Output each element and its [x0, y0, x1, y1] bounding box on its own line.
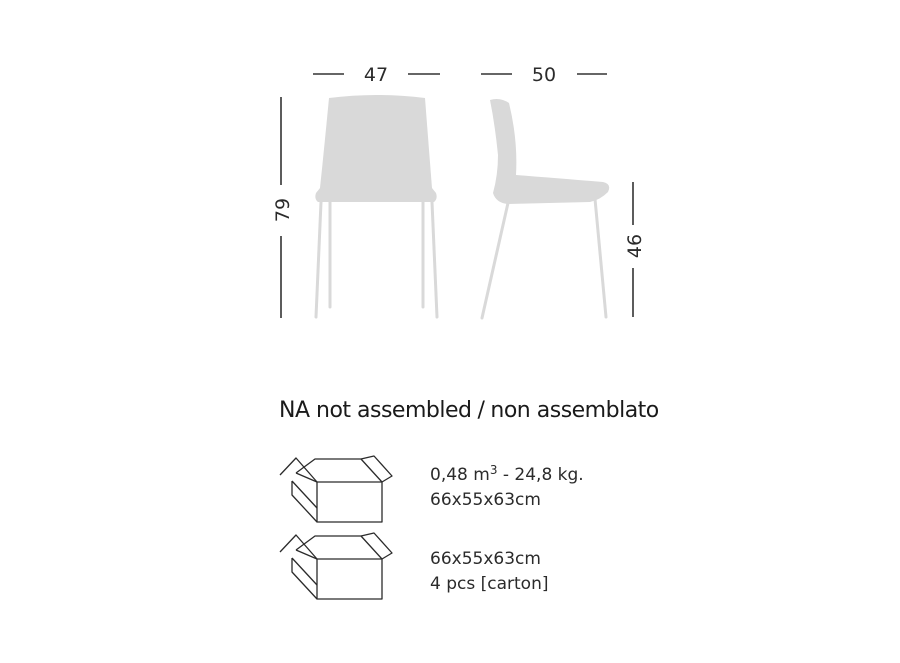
chair-side-front-leg — [482, 203, 508, 318]
depth-value: 50 — [531, 64, 557, 86]
chair-front-shell — [315, 95, 436, 202]
width-value: 47 — [363, 64, 389, 86]
chair-front-leg-outer-left — [316, 202, 321, 317]
volume-exponent: 3 — [489, 463, 498, 477]
assembly-translation: non assemblato — [490, 398, 659, 423]
box-size-2: 66x55x63cm — [430, 549, 541, 569]
carton-quantity: 4 pcs [carton] — [430, 574, 549, 594]
box-open-icon — [280, 533, 392, 599]
seat-height-dimension — [624, 182, 646, 317]
width-dimension — [313, 64, 440, 86]
height-dimension — [272, 97, 294, 318]
assembly-code-label: NA not assembled — [279, 398, 472, 423]
volume-weight-line — [430, 458, 584, 488]
chair-front-view — [315, 95, 437, 317]
weight-value: - 24,8 kg. — [497, 465, 584, 485]
packaging-info-1 — [430, 458, 584, 513]
assembly-status — [279, 398, 659, 423]
box-open-icon — [280, 456, 392, 522]
depth-dimension — [481, 64, 607, 86]
chair-front-leg-outer-right — [432, 202, 437, 317]
box-size-1: 66x55x63cm — [430, 490, 541, 510]
seat-height-value: 46 — [624, 233, 646, 259]
height-value: 79 — [272, 197, 294, 223]
packaging-info-2 — [430, 547, 548, 597]
chair-side-shell — [490, 99, 609, 204]
chair-side-view — [482, 99, 609, 318]
volume-value: 0,48 m — [430, 465, 490, 485]
chair-side-back-leg — [595, 199, 606, 317]
assembly-separator: / — [477, 398, 485, 423]
